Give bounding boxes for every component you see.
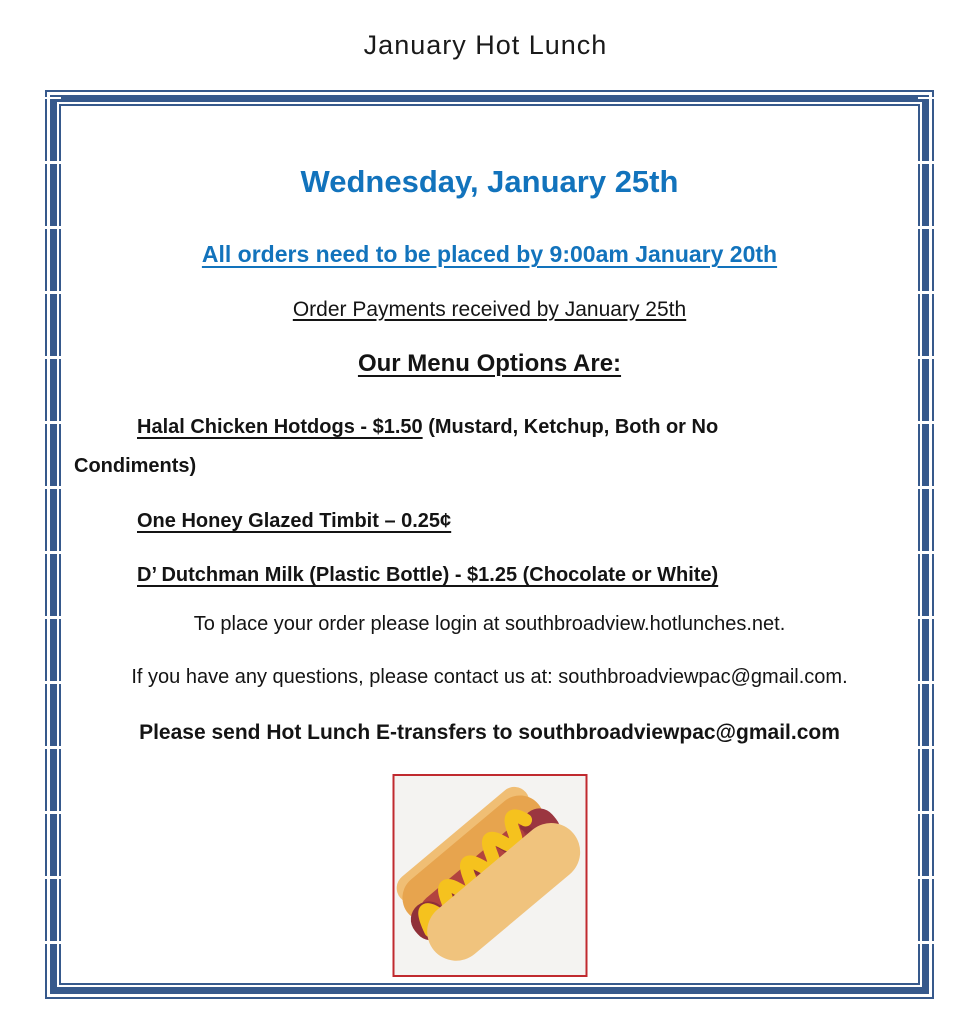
menu-item-milk-name: D’ Dutchman Milk (Plastic Bottle) - $1.25 (Chocolate or White) bbox=[137, 564, 719, 586]
menu-item-hotdog-detail: (Mustard, Ketchup, Both or No Condiments) bbox=[74, 416, 724, 477]
decorative-page-border bbox=[45, 90, 934, 999]
menu-item-hotdog bbox=[74, 408, 814, 486]
menu-item-milk bbox=[74, 556, 718, 595]
etransfer-note: Please send Hot Lunch E-transfers to southbroadviewpac@gmail.com bbox=[139, 721, 840, 744]
event-date-heading: Wednesday, January 25th bbox=[300, 164, 679, 199]
page-title: January Hot Lunch bbox=[363, 30, 608, 60]
order-login-info: To place your order please login at southbroadview.hotlunches.net. bbox=[193, 613, 786, 635]
flyer-content-area bbox=[59, 104, 920, 985]
payment-note: Order Payments received by January 25th bbox=[292, 298, 687, 321]
menu-item-hotdog-name: Halal Chicken Hotdogs - $1.50 bbox=[137, 416, 423, 438]
menu-heading: Our Menu Options Are: bbox=[357, 350, 622, 377]
menu-item-timbit-name: One Honey Glazed Timbit – 0.25¢ bbox=[137, 510, 452, 532]
contact-info: If you have any questions, please contact us at: southbroadviewpac@gmail.com. bbox=[131, 666, 848, 688]
menu-item-timbit bbox=[74, 502, 451, 541]
hotdog-image bbox=[394, 776, 585, 975]
decorative-page-border-middle bbox=[50, 95, 929, 994]
order-deadline-heading: All orders need to be placed by 9:00am January 20th bbox=[201, 241, 778, 267]
hotdog-image-frame bbox=[392, 774, 587, 977]
